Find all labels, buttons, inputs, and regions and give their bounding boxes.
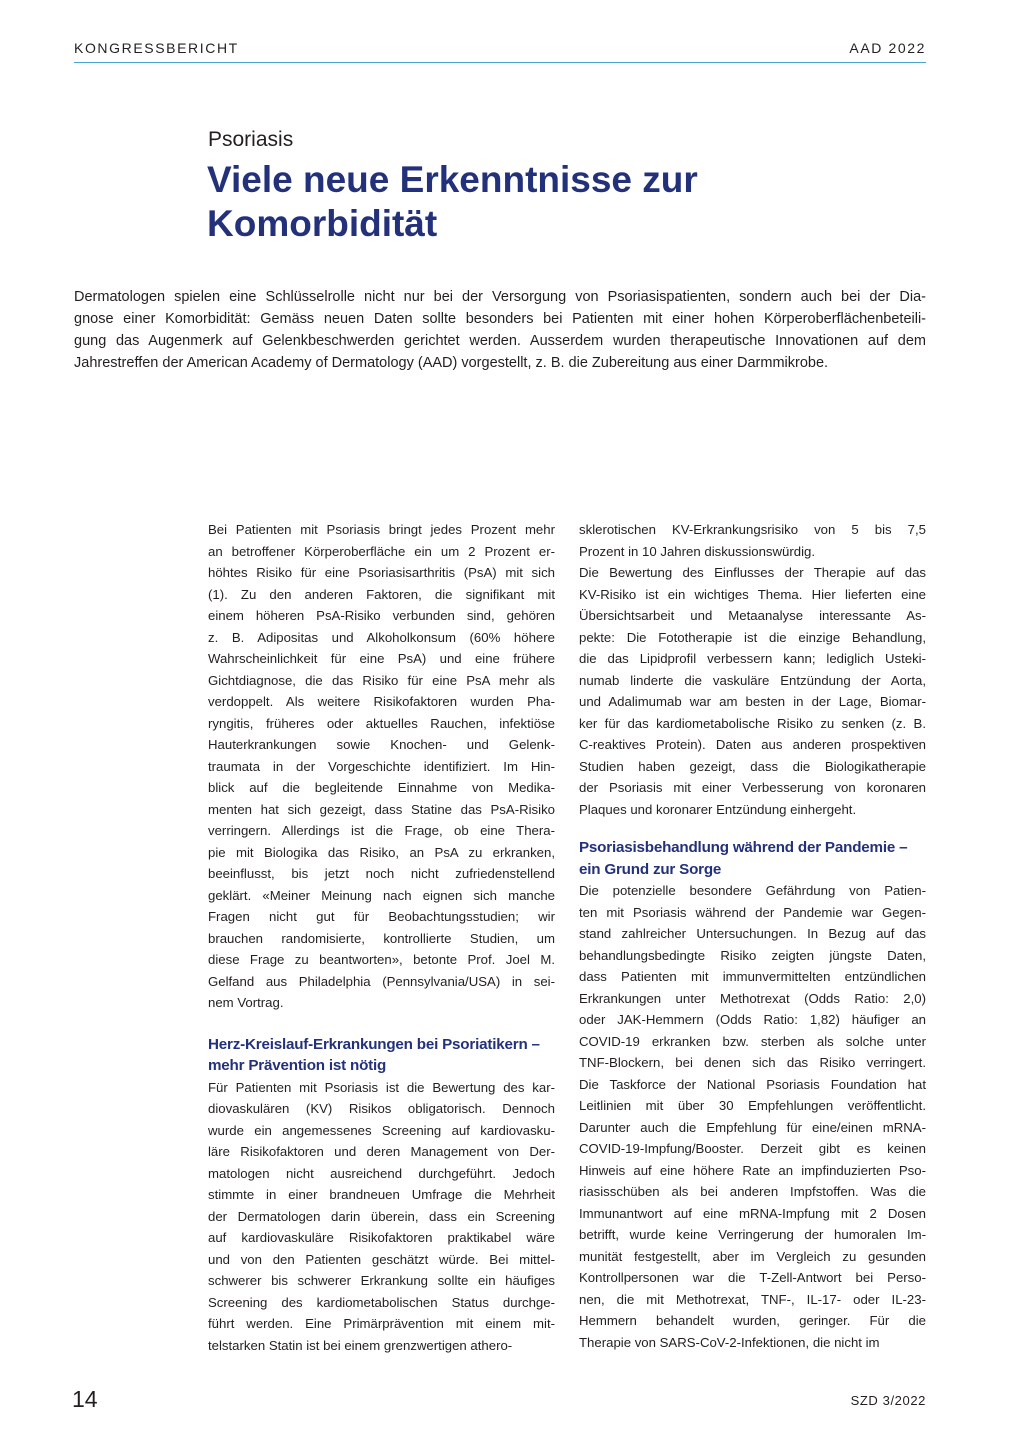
text-line: matologen nicht ausreichend durchgeführt. Jedoch [208, 1165, 555, 1181]
text-line: geklärt. «Meiner Meinung nach eignen sich manche [208, 887, 555, 903]
text-line: schwerer bis schwerer Erkrankung sollte ein häufiges [208, 1273, 555, 1288]
text-line: und von den Patienten geschätzt würde. Bei mittel- [208, 1251, 555, 1267]
text-line: dass Patienten mit immunvermittelten entzündlichen [579, 969, 926, 984]
text-line: munität festgestellt, aber im Vergleich zu gesunden [579, 1248, 926, 1264]
text-line: Die Bewertung des Einflusses der Therapie auf das [579, 565, 926, 580]
text-line: Fragen nicht gut für Beobachtungsstudien; wir [208, 909, 555, 924]
text-line: ten mit Psoriasis während der Pandemie war Gegen- [579, 904, 926, 920]
text-line: die das Lipidprofil verbessern kann; lediglich Usteki- [579, 651, 926, 666]
text-line: Übersichtsarbeit und Metaanalyse interessante As- [579, 608, 926, 623]
text-line: behandlungsbedingte Risiko zeigten jüngste Daten, [579, 947, 926, 963]
text-line: pie mit Biologika das Risiko, an PsA zu erkranken, [208, 844, 555, 860]
article-lead [74, 286, 926, 374]
text-line: betrifft, wurde keine Verringerung der humoralen Im- [579, 1227, 926, 1242]
text-line: pekte: Die Fototherapie ist die einzige Behandlung, [579, 629, 926, 645]
issue-label: SZD 3/2022 [850, 1393, 926, 1408]
text-line: KV-Risiko ist ein wichtiges Thema. Hier lieferten eine [579, 586, 926, 602]
lead-line: gung das Augenmerk auf Gelenkbeschwerden gerichtet werden. Ausserdem wurden therapeutische Innovationen auf dem [74, 333, 926, 349]
text-line: Die Taskforce der National Psoriasis Foundation hat [579, 1076, 926, 1092]
text-line: stimmte in einer brandneuen Umfrage die Mehrheit [208, 1187, 555, 1202]
heading-line: Herz-Kreislauf-Erkrankungen bei Psoriatikern – [208, 1035, 540, 1053]
text-line: numab linderte die vaskuläre Entzündung der Aorta, [579, 672, 926, 688]
page-number: 14 [72, 1386, 98, 1412]
text-line: höhtes Risiko für eine Psoriasisarthritis (PsA) mit sich [208, 565, 555, 580]
article-kicker: Psoriasis [208, 128, 294, 151]
header-divider [74, 62, 926, 63]
body-column-right [579, 519, 926, 1353]
text-line: Plaques und koronarer Entzündung einhergeht. [579, 801, 857, 817]
text-line: C-reaktives Protein). Daten aus anderen prospektiven [579, 737, 926, 752]
title-line: Komorbidität [207, 203, 438, 244]
text-line: Die potenzielle besondere Gefährdung von Patien- [579, 883, 926, 898]
text-line: telstarken Statin ist bei einem grenzwertigen athero- [208, 1337, 513, 1353]
text-line: Gichtdiagnose, die das Risiko für eine PsA mehr als [208, 672, 555, 688]
paragraph [579, 880, 926, 1353]
text-line: COVID-19-Impfung/Booster. Derzeit gibt es keinen [579, 1141, 926, 1156]
text-line: verringern. Allerdings ist die Frage, ob eine Thera- [208, 823, 555, 838]
heading-line: mehr Prävention ist nötig [208, 1057, 387, 1074]
text-line: Hemmern behandelt wurden, geringer. Für die [579, 1313, 926, 1328]
text-line: Therapie von SARS-CoV-2-Infektionen, die nicht im [579, 1334, 880, 1350]
section-label: KONGRESSBERICHT [74, 40, 239, 56]
paragraph [579, 562, 926, 820]
text-line: (1). Zu den anderen Faktoren, die signifikant mit [208, 586, 555, 602]
text-line: traumata in der Vorgeschichte identifiziert. Im Hin- [208, 758, 555, 774]
text-line: Erkrankungen unter Methotrexat (Odds Ratio: 2,0) [579, 990, 926, 1006]
title-line: Viele neue Erkenntnisse zur [207, 159, 698, 200]
text-line: verdoppelt. Als weitere Risikofaktoren wurden Pha- [208, 694, 555, 709]
text-line: beeinflusst, bis jetzt noch nicht zufriedenstellend [208, 866, 555, 881]
text-line: Gelfand aus Philadelphia (Pennsylvania/USA) in sei- [208, 973, 555, 989]
text-line: stand zahlreicher Untersuchungen. In Bezug auf das [579, 926, 926, 941]
text-line: einem höheren PsA-Risiko verbunden sind, gehören [208, 608, 555, 623]
text-line: diovaskulären (KV) Risikos obligatorisch. Dennoch [208, 1101, 555, 1116]
text-line: wurde ein angemessenes Screening auf kardiovasku- [208, 1122, 555, 1138]
text-line: oder JAK-Hemmern (Odds Ratio: 1,82) häufiger an [579, 1012, 926, 1027]
text-line: nen, die mit Methotrexat, TNF-, IL-17- oder IL-23- [579, 1291, 926, 1307]
text-line: Hauterkrankungen sowie Knochen- und Gelenk- [208, 737, 555, 752]
text-line: Bei Patienten mit Psoriasis bringt jedes Prozent mehr [208, 522, 555, 537]
text-line: führt werden. Eine Primärprävention mit einem mit- [208, 1316, 555, 1331]
section-heading-cardiovascular [208, 1034, 555, 1077]
text-line: brauchen randomisierte, kontrollierte Studien, um [208, 930, 555, 946]
text-line: Immunantwort auf eine mRNA-Impfung mit 2 Dosen [579, 1205, 926, 1221]
text-line: sklerotischen KV-Erkrankungsrisiko von 5 bis 7,5 [579, 522, 926, 537]
text-line: riasisschüben als bei anderen Impfstoffen. Was die [579, 1184, 926, 1199]
paragraph-gap [579, 820, 926, 837]
text-line: TNF-Blockern, bei denen sich das Risiko verringert. [579, 1055, 926, 1070]
paragraph-gap [208, 1014, 555, 1034]
text-line: z. B. Adipositas und Alkoholkonsum (60% höhere [208, 629, 555, 645]
text-line: blick auf die begleitende Einnahme von Medika- [208, 780, 555, 795]
paragraph [579, 519, 926, 562]
event-label: AAD 2022 [849, 40, 926, 56]
body-column-left [208, 519, 555, 1356]
text-line: Prozent in 10 Jahren diskussionswürdig. [579, 543, 816, 559]
heading-line: ein Grund zur Sorge [579, 860, 722, 878]
lead-line: gnose einer Komorbidität: Gemäss neuen Daten sollte besonders bei Patienten mit einer hohen Körperoberflächenbeteili- [74, 311, 926, 327]
heading-line: Psoriasisbehandlung während der Pandemie – [579, 839, 908, 856]
paragraph [208, 1077, 555, 1357]
text-line: nem Vortrag. [208, 995, 284, 1010]
text-line: der Psoriasis mit einer Verbesserung von koronaren [579, 780, 926, 795]
lead-line: Dermatologen spielen eine Schlüsselrolle nicht nur bei der Versorgung von Psoriasispatienten, sondern auch bei der Dia- [74, 289, 926, 305]
text-line: und Adalimumab war am besten in der Lage, Biomar- [579, 694, 926, 709]
text-line: ker für das kardiometabolische Risiko zu senken (z. B. [579, 715, 926, 731]
lead-line: Jahrestreffen der American Academy of Dermatology (AAD) vorgestellt, z. B. die Zubereitung aus einer Darmmikrobe. [74, 355, 829, 371]
text-line: an betroffener Körperoberfläche ein um 2 Prozent er- [208, 543, 555, 559]
text-line: Darunter auch die Empfehlung für eine/einen mRNA- [579, 1119, 926, 1135]
running-header [74, 40, 926, 56]
text-line: Studien haben gezeigt, dass die Biologikatherapie [579, 758, 926, 774]
text-line: COVID-19 erkranken bzw. sterben als solche unter [579, 1033, 926, 1049]
text-line: menten hat sich gezeigt, dass Statine das PsA-Risiko [208, 801, 555, 817]
text-line: Leitlinien mit über 30 Empfehlungen veröffentlicht. [579, 1098, 926, 1113]
text-line: Für Patienten mit Psoriasis ist die Bewertung des kar- [208, 1079, 555, 1095]
text-line: Kontrollpersonen war die T-Zell-Antwort bei Perso- [579, 1270, 926, 1285]
paragraph [208, 519, 555, 1014]
text-line: Hinweis auf eine höhere Rate an impfinduzierten Pso- [579, 1162, 926, 1178]
text-line: läre Risikofaktoren und deren Management von Der- [208, 1144, 555, 1159]
text-line: Screening des kardiometabolischen Status durchge- [208, 1294, 555, 1310]
text-line: der Dermatologen darin überein, dass ein Screening [208, 1208, 555, 1224]
text-line: auf kardiovaskuläre Risikofaktoren praktikabel wäre [208, 1230, 555, 1245]
section-heading-pandemic [579, 837, 926, 880]
text-line: ryngitis, früheres oder aktuelles Rauchen, infektiöse [208, 715, 555, 731]
text-line: diese Frage zu beantworten», betonte Prof. Joel M. [208, 952, 555, 967]
article-title [207, 158, 907, 246]
text-line: Wahrscheinlichkeit für eine PsA) und eine frühere [208, 651, 555, 666]
